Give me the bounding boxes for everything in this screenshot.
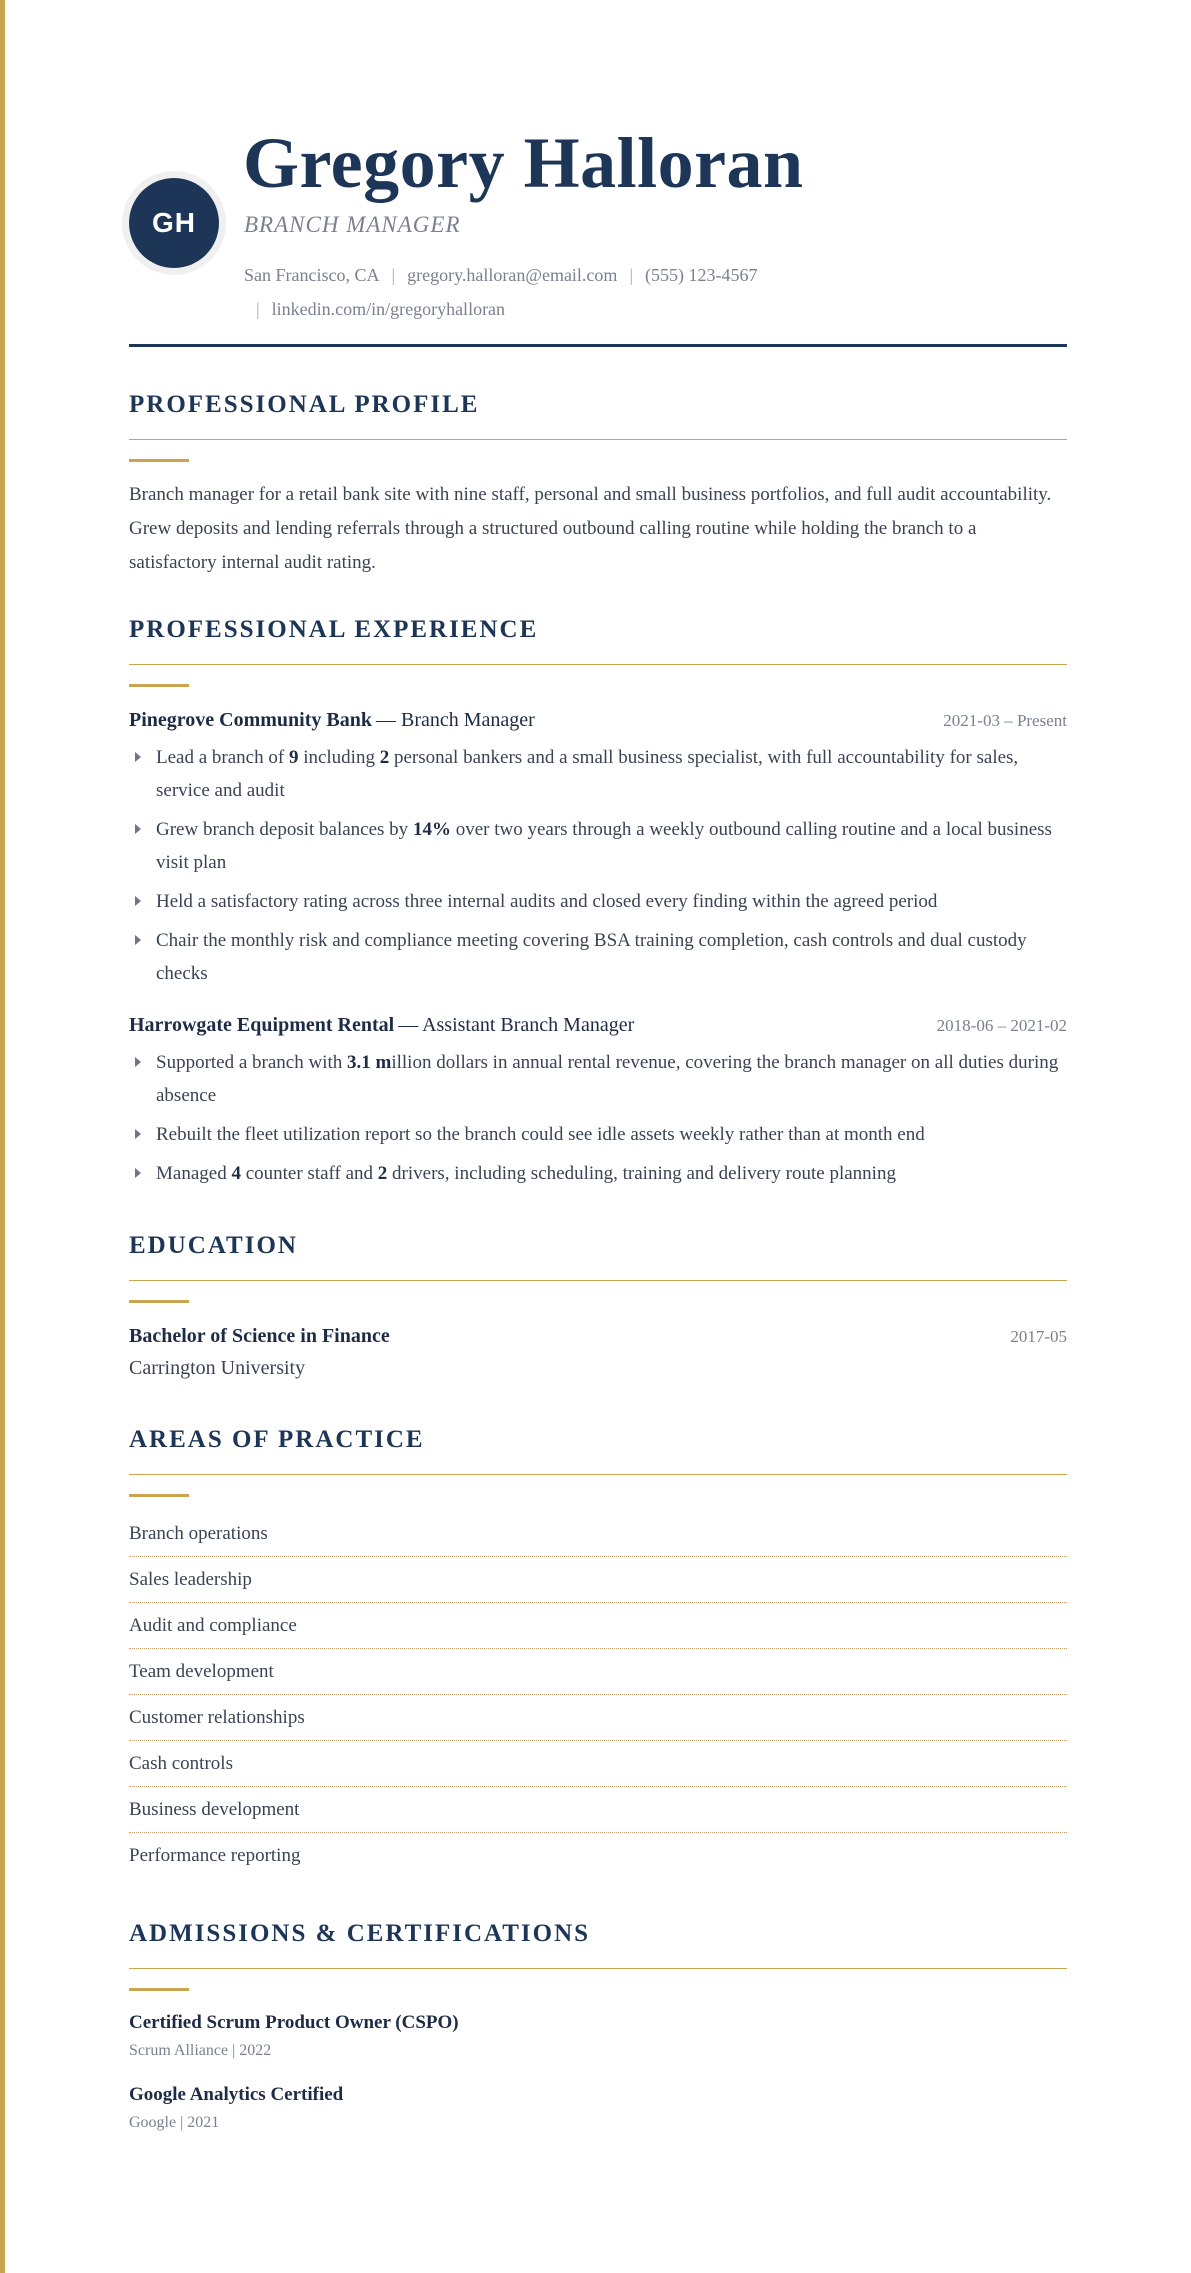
job-dates: 2021-03 – Present — [943, 711, 1067, 730]
bullet-arrow-icon — [135, 752, 141, 762]
list-item: Audit and compliance — [129, 1603, 1067, 1649]
certification-entry — [129, 2081, 1067, 2137]
job-bullet: Chair the monthly risk and compliance meeting covering BSA training completion, cash controls and dual custody checks — [129, 924, 1067, 990]
bullet-arrow-icon — [135, 1057, 141, 1067]
header-divider — [129, 344, 1067, 347]
profile-summary: Branch manager for a retail bank site with nine staff, personal and small business portfolios, and full audit accountability. Grew deposits and lending referrals through a structured outbound calling routine while holding the branch to a satisfactory internal audit rating. — [129, 484, 1052, 573]
job-entry — [129, 705, 1067, 990]
certification-meta: Google | 2021 — [129, 2114, 220, 2131]
practice-list — [129, 1511, 1067, 1878]
contact-separator: | — [629, 265, 634, 285]
certification-entry — [129, 2009, 1067, 2065]
certification-name: Google Analytics Certified — [129, 2084, 344, 2105]
section-education — [129, 1230, 1067, 1384]
avatar-initials: GH — [152, 207, 196, 238]
job-role: — Branch Manager — [375, 709, 535, 731]
certification-name: Certified Scrum Product Owner (CSPO) — [129, 2012, 459, 2033]
section-divider — [129, 1474, 1067, 1475]
section-areas-of-practice — [129, 1424, 1067, 1878]
education-date: 2017-05 — [1010, 1327, 1067, 1346]
section-accent — [129, 459, 189, 462]
candidate-name: Gregory Halloran — [243, 123, 804, 203]
contact-info — [244, 258, 1064, 326]
section-divider — [129, 664, 1067, 665]
list-item: Team development — [129, 1649, 1067, 1695]
section-heading: EDUCATION — [129, 1232, 298, 1259]
job-header — [129, 1010, 1067, 1042]
list-item: Business development — [129, 1787, 1067, 1833]
linkedin-link[interactable]: linkedin.com/in/gregoryhalloran — [271, 299, 506, 319]
job-bullet: Rebuilt the fleet utilization report so the branch could see idle assets weekly rather than at month end — [129, 1118, 1067, 1151]
section-divider — [129, 1968, 1067, 1969]
section-heading: PROFESSIONAL EXPERIENCE — [129, 616, 539, 643]
left-accent-bar — [0, 0, 5, 2273]
job-company: Harrowgate Equipment Rental — [129, 1014, 395, 1036]
section-professional-experience — [129, 614, 1067, 1190]
resume-page — [129, 0, 1067, 2137]
section-accent — [129, 1494, 189, 1497]
list-item: Performance reporting — [129, 1845, 301, 1866]
job-bullets — [129, 741, 1067, 990]
certification-meta: Scrum Alliance | 2022 — [129, 2042, 272, 2059]
job-bullet: Managed 4 counter staff and 2 drivers, including scheduling, training and delivery route planning — [129, 1157, 1067, 1190]
phone-text: (555) 123-4567 — [645, 265, 758, 285]
section-professional-profile — [129, 389, 1067, 580]
job-entry — [129, 1010, 1067, 1190]
job-company: Pinegrove Community Bank — [129, 709, 372, 731]
job-role: — Assistant Branch Manager — [398, 1014, 635, 1036]
section-accent — [129, 1988, 189, 1991]
section-heading: ADMISSIONS & CERTIFICATIONS — [129, 1920, 591, 1947]
bullet-arrow-icon — [135, 824, 141, 834]
job-title: BRANCH MANAGER — [244, 212, 461, 237]
avatar — [129, 178, 219, 268]
list-item: Branch operations — [129, 1511, 1067, 1557]
bullet-arrow-icon — [135, 1129, 141, 1139]
bullet-arrow-icon — [135, 935, 141, 945]
education-school: Carrington University — [129, 1357, 306, 1379]
job-bullet: Supported a branch with 3.1 million dollars in annual rental revenue, covering the branch manager on all duties during absence — [129, 1046, 1067, 1112]
contact-separator: | — [256, 299, 260, 319]
email-link[interactable]: gregory.halloran@email.com — [407, 265, 618, 285]
section-divider — [129, 439, 1067, 440]
job-bullet: Held a satisfactory rating across three internal audits and closed every finding within the agreed period — [129, 885, 1067, 918]
job-dates: 2018-06 – 2021-02 — [936, 1016, 1067, 1035]
bullet-arrow-icon — [135, 1168, 141, 1178]
job-header — [129, 705, 1067, 737]
education-header — [129, 1321, 1067, 1352]
contact-separator: | — [391, 265, 396, 285]
resume-header — [129, 0, 1067, 346]
section-accent — [129, 1300, 189, 1303]
list-item: Sales leadership — [129, 1557, 1067, 1603]
job-bullet: Lead a branch of 9 including 2 personal bankers and a small business specialist, with full accountability for sales, service and audit — [129, 741, 1067, 807]
section-accent — [129, 684, 189, 687]
education-degree: Bachelor of Science in Finance — [129, 1325, 390, 1347]
list-item: Customer relationships — [129, 1695, 1067, 1741]
location-text: San Francisco, CA — [244, 265, 380, 285]
section-divider — [129, 1280, 1067, 1281]
section-heading: AREAS OF PRACTICE — [129, 1426, 425, 1453]
bullet-arrow-icon — [135, 896, 141, 906]
job-bullet: Grew branch deposit balances by 14% over two years through a weekly outbound calling routine and a local business visit plan — [129, 813, 1067, 879]
job-bullets — [129, 1046, 1067, 1190]
section-heading: PROFESSIONAL PROFILE — [129, 391, 480, 418]
section-admissions-certifications — [129, 1918, 1067, 2137]
list-item: Cash controls — [129, 1741, 1067, 1787]
